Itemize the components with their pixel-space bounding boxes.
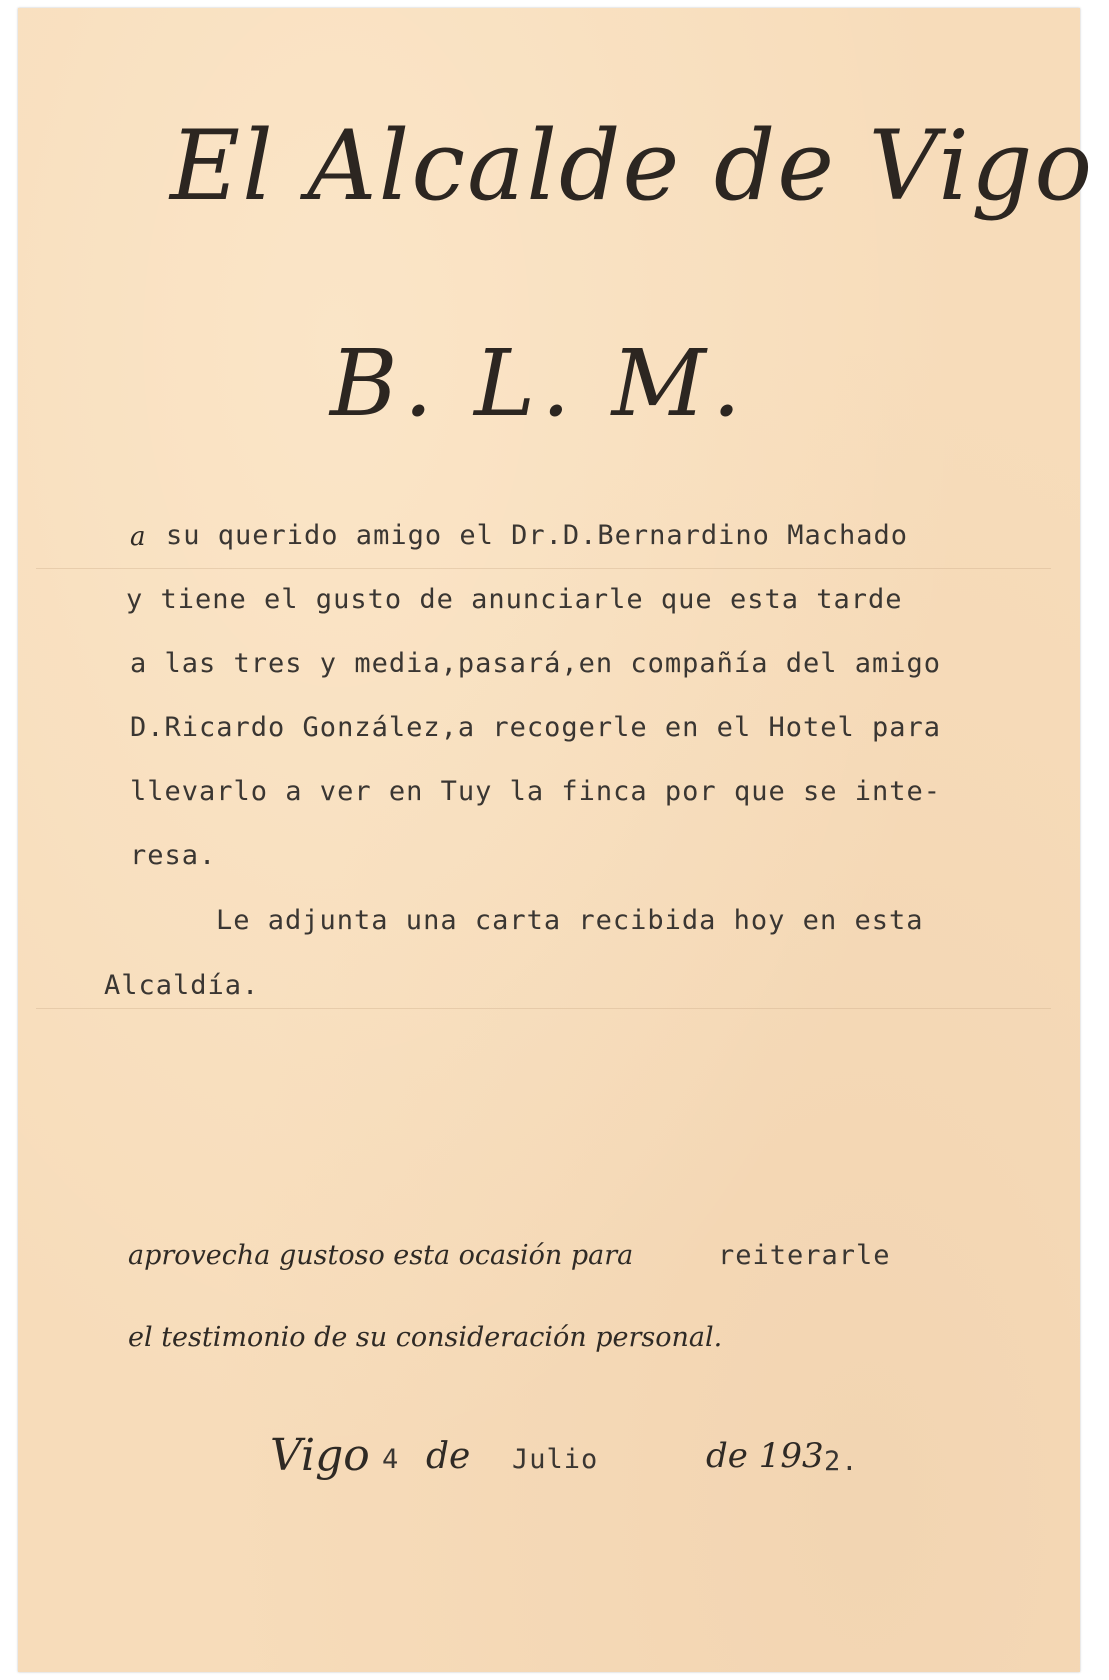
letter-heading: El Alcalde de Vigo [170, 110, 1095, 222]
line-prefix: a [130, 522, 146, 552]
paper-fold [36, 568, 1051, 569]
date-de: de [426, 1436, 471, 1477]
closing-script-2: el testimonio de su consideración personal. [128, 1322, 723, 1353]
date-day: 4 [382, 1444, 400, 1475]
body-line: Alcaldía. [104, 970, 260, 1001]
date-place: Vigo [270, 1430, 370, 1481]
body-line: llevarlo a ver en Tuy la finca por que se inte- [130, 776, 942, 807]
body-line: a las tres y media,pasará,en compañía del amigo [130, 648, 942, 679]
paper-fold [36, 1008, 1051, 1009]
body-line: su querido amigo el Dr.D.Bernardino Machado [166, 520, 908, 551]
closing-script-1: aprovecha gustoso esta ocasión para [128, 1240, 634, 1271]
date-month: Julio [512, 1444, 599, 1475]
date-year-prefix: de 193 [706, 1436, 824, 1476]
body-line: resa. [130, 840, 217, 871]
date-year-digit: 2. [824, 1446, 859, 1477]
body-line: y tiene el gusto de anunciarle que esta tarde [126, 584, 903, 615]
body-line: Le adjunta una carta recibida hoy en esta [216, 905, 924, 936]
body-line: D.Ricardo González,a recogerle en el Hotel para [130, 712, 942, 743]
salutation: B. L. M. [330, 330, 748, 437]
closing-typed: reiterarle [718, 1240, 891, 1271]
